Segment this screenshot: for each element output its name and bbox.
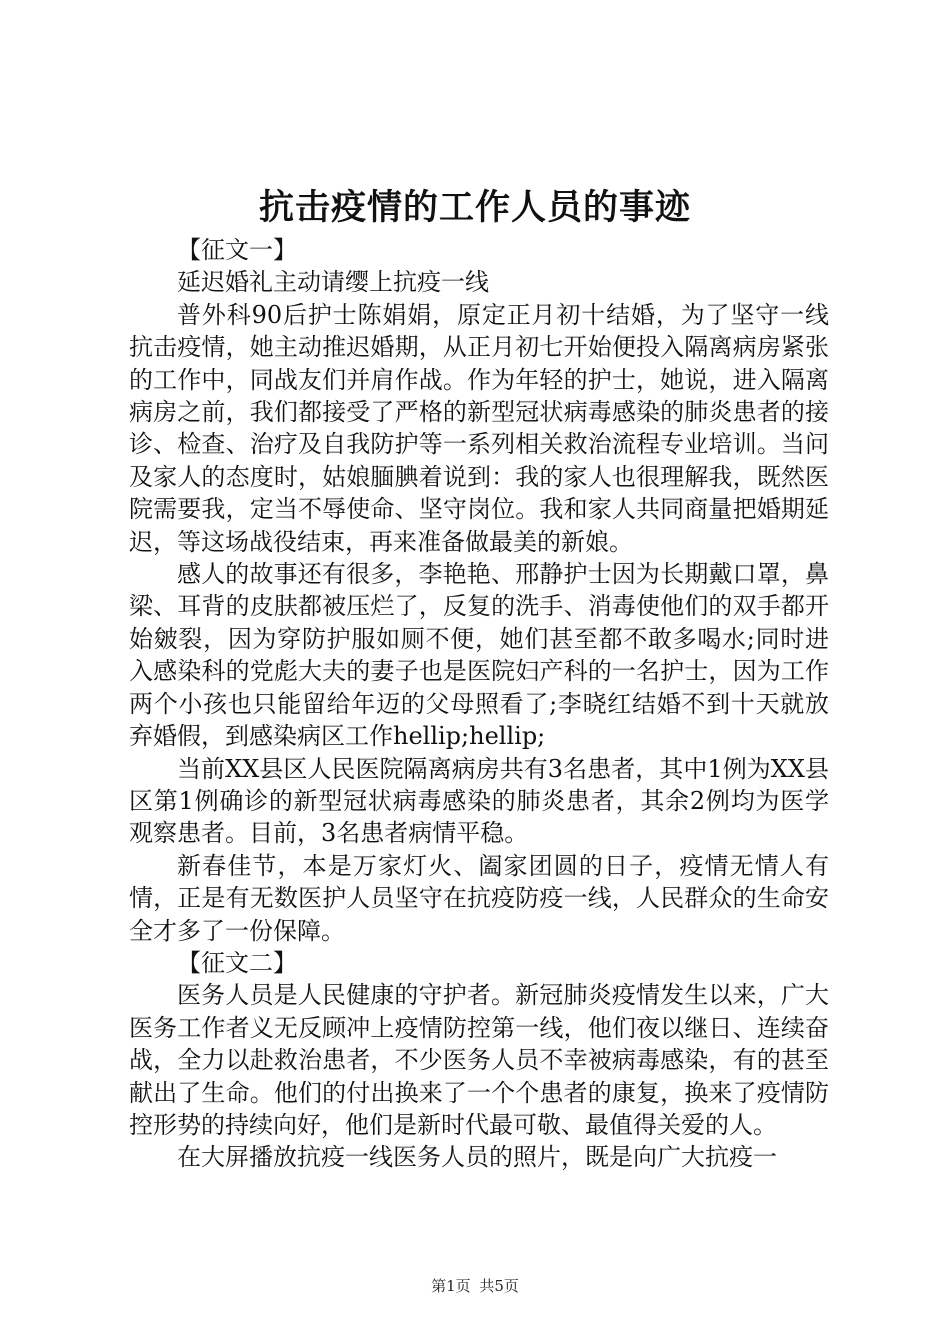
paragraph: 当前XX县区人民医院隔离病房共有3名患者，其中1例为XX县区第1例确诊的新型冠状病毒感染的肺炎患者，其余2例均为医学观察患者。目前，3名患者病情平稳。 — [129, 754, 829, 848]
article-subtitle: 延迟婚礼主动请缨上抗疫一线 — [177, 268, 489, 297]
page-number: 第1页 — [431, 1277, 471, 1295]
document-body — [129, 234, 829, 1174]
paragraph: 医务人员是人民健康的守护者。新冠肺炎疫情发生以来，广大医务工作者义无反顾冲上疫情防控第一线，他们夜以继日、连续奋战，全力以赴救治患者，不少医务人员不幸被病毒感染，有的甚至献出了生命。他们的付出换来了一个个患者的康复，换来了疫情防控形势的持续向好，他们是新时代最可敬、最值得关爱的人。 — [129, 981, 829, 1139]
section-heading-1: 【征文一】 — [177, 236, 297, 264]
paragraph: 普外科90后护士陈娟娟，原定正月初十结婚，为了坚守一线抗击疫情，她主动推迟婚期，从正月初七开始便投入隔离病房紧张的工作中，同战友们并肩作战。作为年轻的护士，她说，进入隔离病房之前，我们都接受了严格的新型冠状病毒感染的肺炎患者的接诊、检查、治疗及自我防护等一系列相关救治流程专业培训。当问及家人的态度时，姑娘腼腆着说到：我的家人也很理解我，既然医院需要我，定当不辱使命、坚守岗位。我和家人共同商量把婚期延迟，等这场战役结束，再来准备做最美的新娘。 — [129, 300, 829, 556]
page-footer — [0, 1276, 950, 1296]
document-title: 抗击疫情的工作人员的事迹 — [258, 187, 691, 228]
paragraph: 在大屏播放抗疫一线医务人员的照片，既是向广大抗疫一 — [177, 1143, 777, 1172]
page-total: 共5页 — [479, 1277, 519, 1295]
section-heading-2: 【征文二】 — [177, 948, 297, 977]
paragraph: 新春佳节，本是万家灯火、阖家团圆的日子，疫情无情人有情，正是有无数医护人员坚守在抗疫防疫一线，人民群众的生命安全才多了一份保障。 — [129, 851, 829, 945]
paragraph: 感人的故事还有很多，李艳艳、邢静护士因为长期戴口罩，鼻梁、耳背的皮肤都被压烂了，反复的洗手、消毒使他们的双手都开始皴裂，因为穿防护服如厕不便，她们甚至都不敢多喝水;同时进入感染科的党彪大夫的妻子也是医院妇产科的一名护士，因为工作两个小孩也只能留给年迈的父母照看了;李晓红结婚不到十天就放弃婚假，到感染病区工作hellip;hellip; — [129, 560, 829, 751]
